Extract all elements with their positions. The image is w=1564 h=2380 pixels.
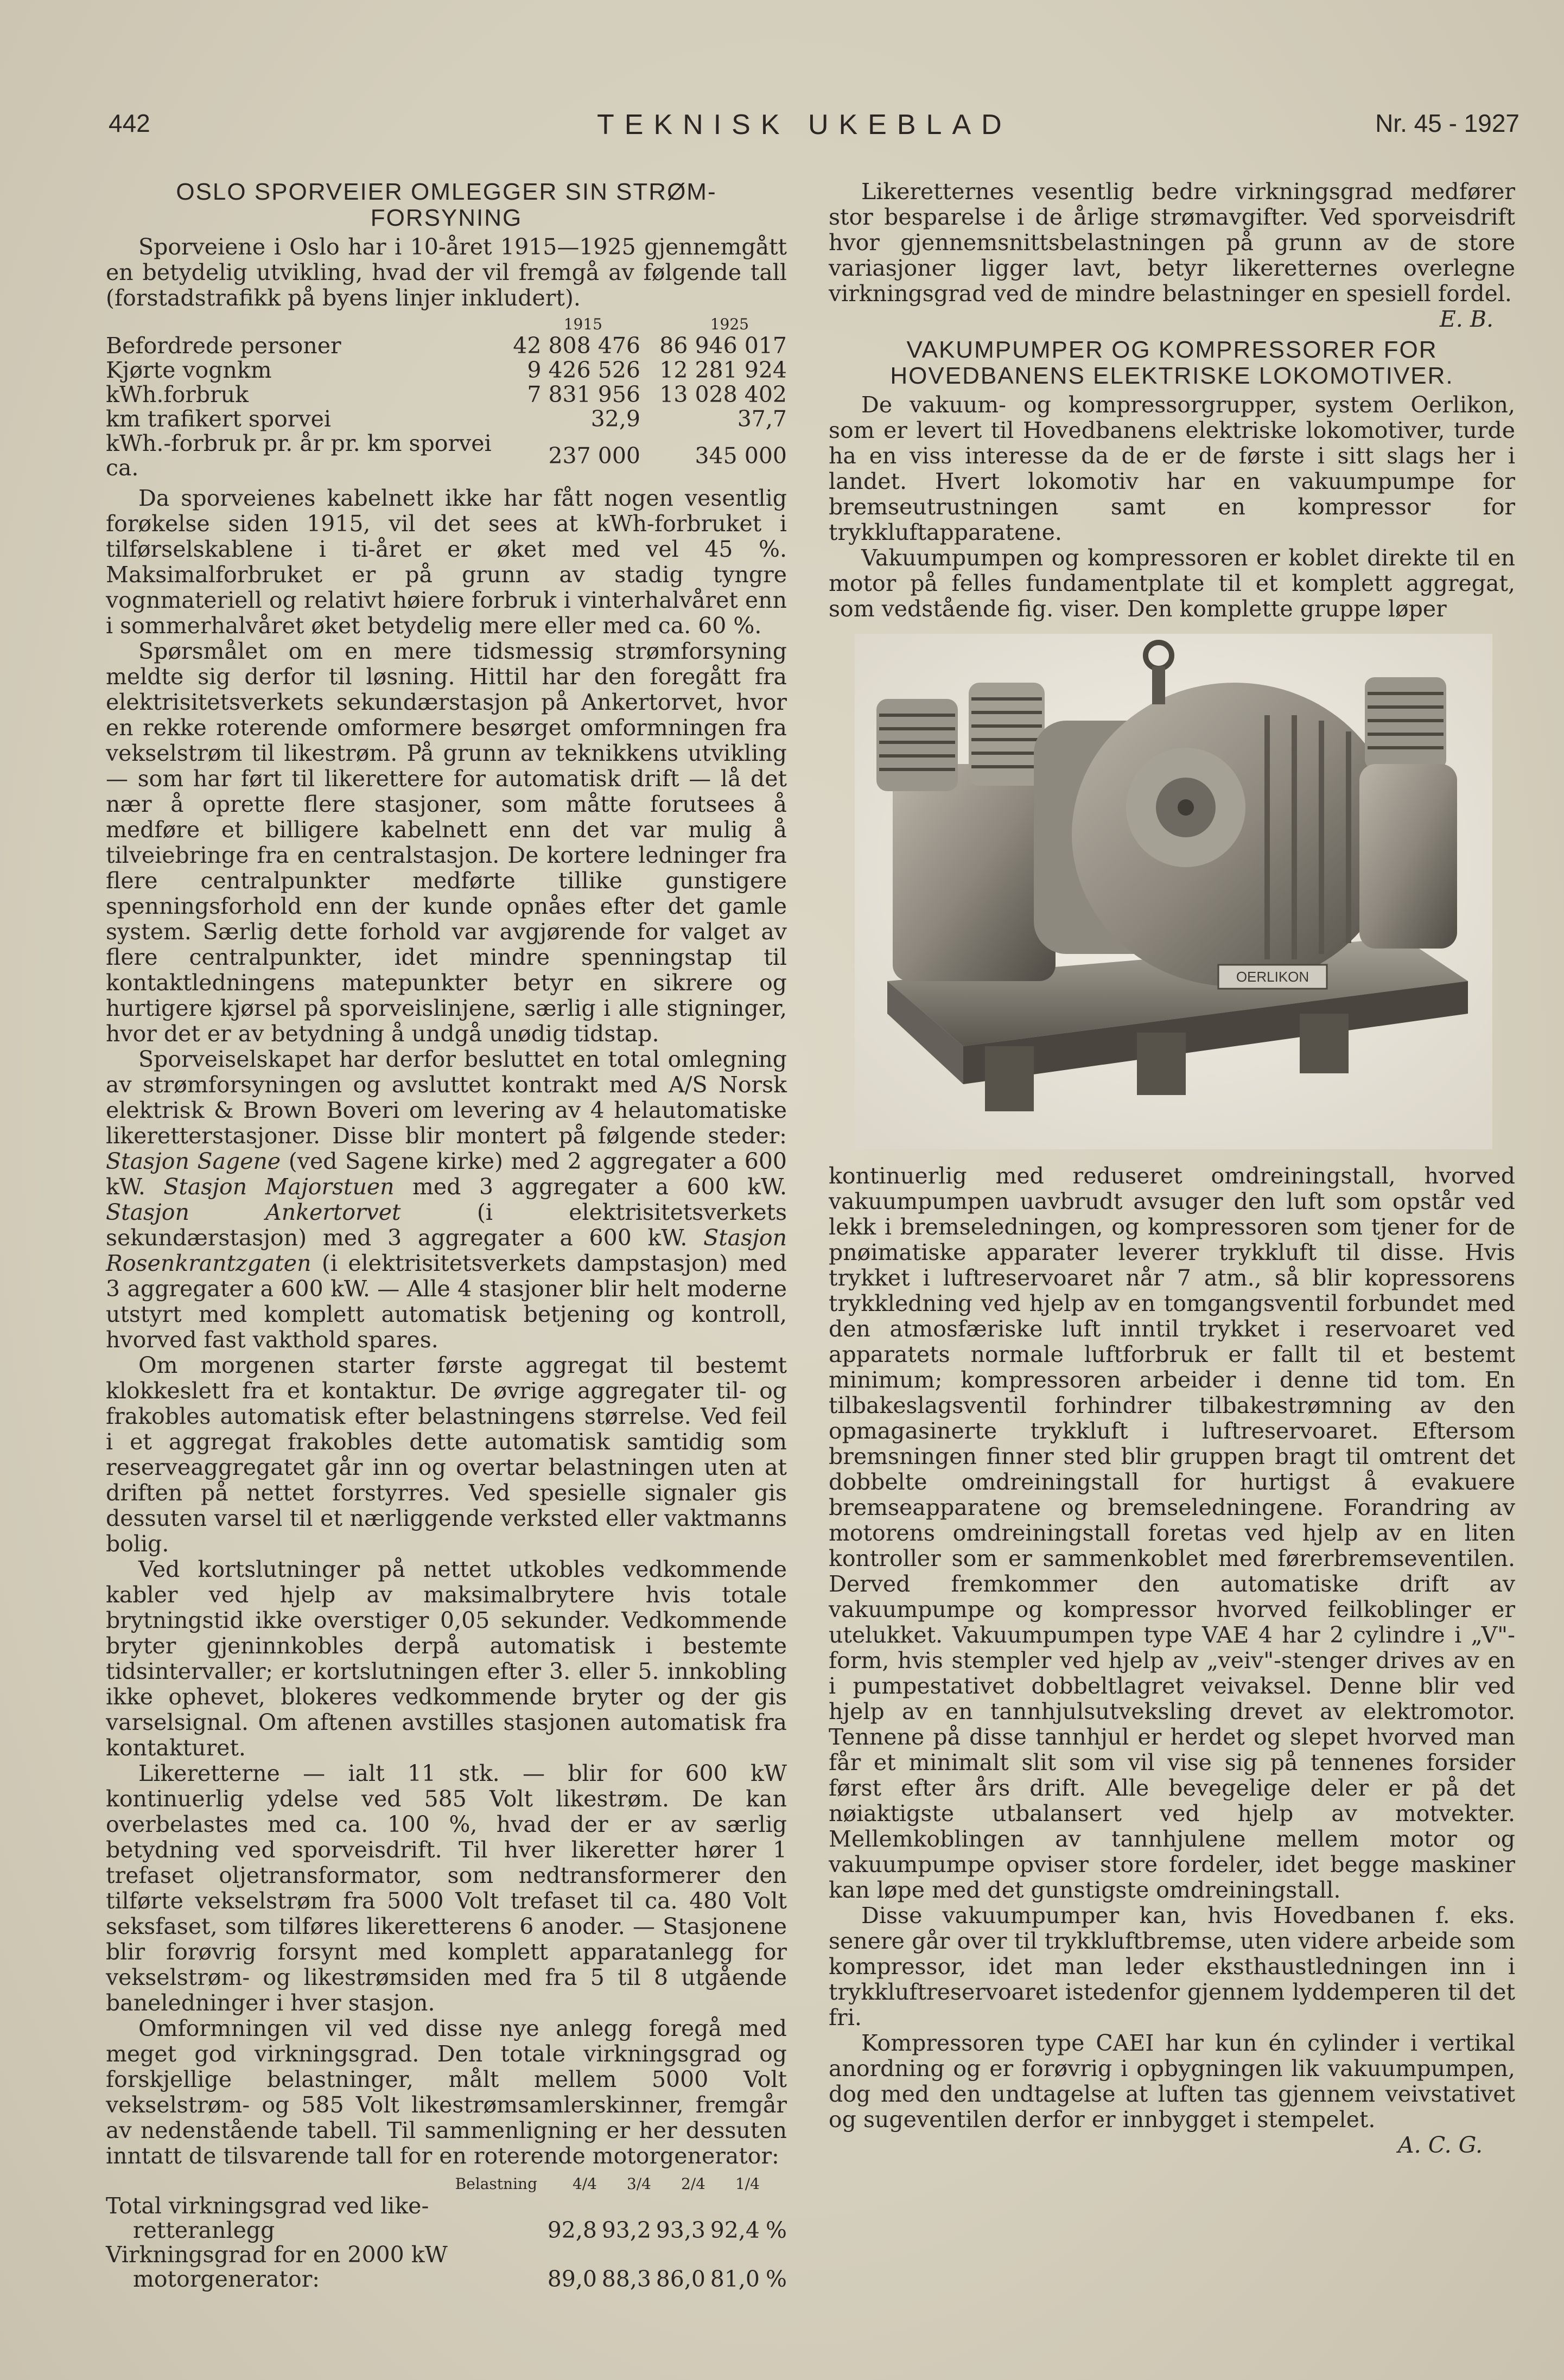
- efficiency-load: 4/4: [572, 2175, 597, 2193]
- article1-paragraph-4: Om morgenen starter første aggregat til bestemt klokkeslett fra et kontaktur. De øvrige aggregater til- og frakobles automatisk efter belastningens størrelse. Ved feil i et aggregat frakobles dette automatisk samtidig som reserveaggregatet går inn og overtar belastningen uten at driften på nettet forstyrres. Ved spesielle signaler gis dessuten varsel til et nærliggende verksted eller vaktmanns bolig.: [106, 1352, 787, 1557]
- article2-signature: A. C. G.: [1398, 2132, 1483, 2158]
- stats-row: [106, 358, 787, 383]
- station-rosenkrantzgaten-text: (i elektrisitetsverkets dampstasjon) med 3 aggregater a 600 kW. — Alle 4 stasjoner blir helt moderne utstyrt med komplett automatisk betjening og kontroll, hvorved fast vakthold spares.: [106, 1250, 787, 1353]
- efficiency-load-label: Belastning: [455, 2175, 537, 2193]
- efficiency-value: 81,0: [710, 2266, 760, 2292]
- efficiency-value: 88,3: [601, 2266, 651, 2292]
- traffic-stats-table: [106, 315, 787, 480]
- stats-row-label: kWh.-forbruk pr. år pr. km sporvei ca.: [106, 430, 492, 481]
- efficiency-value: 93,3: [656, 2217, 705, 2243]
- stats-row: [106, 334, 787, 358]
- station-sagene-text: (ved Sagene kirke) med 2 aggregater a 600 kW.: [106, 1148, 787, 1200]
- station-ankertorvet-text: (i elektrisitetsverkets sekundærstasjon) med 3 aggregater a 600 kW.: [106, 1199, 787, 1251]
- article1-title: OSLO SPORVEIER OMLEGGER SIN STRØM-FORSYNING: [176, 179, 717, 231]
- oerlikon-machine-photo: [855, 634, 1492, 1149]
- stats-value-1925: 345 000: [695, 442, 787, 469]
- photo-nameplate-label: OERLIKON: [1236, 969, 1309, 985]
- article2-paragraph-4: Disse vakuumpumper kan, hvis Hovedbanen f. eks. senere går over til trykkluftbremse, uten videre arbeide som kompressor, idet man leder eksthaustledningen inn i trykkluftreservoaret istedenfor gjennem lyddemperen til det fri.: [829, 1902, 1515, 2031]
- stats-row: [106, 407, 787, 431]
- stats-row-label: Kjørte vognkm: [106, 357, 272, 383]
- efficiency-row-label: Virkningsgrad for en 2000 kW: [106, 2242, 448, 2268]
- stats-row: [106, 431, 787, 480]
- article2-paragraph-3: kontinuerlig med reduseret omdreiningstall, hvorved vakuumpumpen uavbrudt avsuger den luft som opstår ved lekk i bremseledningen, og kompressoren som tjener for de pnøimatiske apparater leverer trykkluft til disse. Hvis trykket i luftreservoaret når 7 atm., så blir kopressorens trykkledning ved hjelp av en tomgangsventil forbundet med den atmosfæriske luft inntil trykket i reservoaret ved apparatets normale luftforbruk er fallt til et bestemt minimum; kompressoren arbeider i denne tid tom. En tilbakeslagsventil forhindrer tilbakestrømning av den opmagasinerte trykkluft i luftreservoaret. Eftersom bremsningen finner sted blir gruppen bragt til omtrent det dobbelte omdreiningstall for hurtigst å evakuere bremseapparatene og bremseledningene. Forandring av motorens omdreiningstall foretas ved hjelp av en liten kontroller som er sammenkoblet med førerbremseventilen. Derved fremkommer den automatiske drift av vakuumpumpe og kompressor hvorved feilkoblinger er utelukket. Vakuumpumpen type VAE 4 har 2 cylindre i „V"-form, hvis stempler ved hjelp av „veiv"-stenger drives av en i pumpestativet dobbeltlagret veivaksel. Denne blir ved hjelp av en tannhjulsutveksling drevet av elektromotor. Tennene på disse tannhjul er herdet og slepet hvorved man får et minimalt slit som vil vise sig på tennenes forsider først efter års drift. Alle bevegelige deler er på det nøiaktigste utbalansert ved hjelp av motvekter. Mellemkoblingen av tannhjulene mellem motor og vakuumpumpe opviser store fordeler, idet begge maskiner kan løpe med det gunstigste omdreiningstall.: [829, 1163, 1515, 1903]
- stats-value-1915: 32,9: [590, 406, 640, 432]
- station-majorstuen-name: Stasjon Majorstuen: [163, 1174, 395, 1200]
- article1-paragraph-6: Likeretterne — ialt 11 stk. — blir for 600 kW kontinuerlig ydelse ved 585 Volt likestrøm. De kan overbelastes med ca. 100 %, hvad der er av særlig betydning ved sporveisdrift. Til hver likeretter hører 1 trefaset oljetransformator, som nedtransformerer den tilførte vekselstrøm fra 5000 Volt trefaset til ca. 480 Volt seksfaset, som tilføres likeretterens 6 anoder. — Stasjonene blir forøvrig forsynt med komplett apparatanlegg for vekselstrøm- og likestrømsiden med fra 5 til 8 utgående baneledninger i hver stasjon.: [106, 1760, 787, 2016]
- stats-value-1925: 13 028 402: [659, 381, 787, 408]
- efficiency-row: [106, 2267, 787, 2292]
- article1-paragraph-7: Omformningen vil ved disse nye anlegg foregå med meget god virkningsgrad. Den totale virkningsgrad og forskjellige belastninger, målt mellem 5000 Volt vekselstrøm- og 585 Volt likestrømsamlerskinner, fremgår av nedenstående tabell. Til sammenligning er her dessuten inntatt de tilsvarende tall for en roterende motorgenerator:: [106, 2015, 787, 2169]
- stats-row-label: Befordrede personer: [106, 333, 341, 359]
- stats-row-label: kWh.forbruk: [106, 381, 249, 408]
- left-column: [106, 179, 787, 2292]
- efficiency-row-label-a: [106, 2243, 787, 2267]
- article1-paragraph-1: Da sporveienes kabelnett ikke har fått nogen vesentlig forøkelse siden 1915, vil det sees at kWh-forbruket i tilførselskablene i ti-året er øket med vel 45 %. Maksimalforbruket er på grunn av stadig tyngre vognmateriell og relativt høiere forbruk i vinterhalvåret enn i sommerhalvåret øket betydelig mere eller med ca. 60 %.: [106, 485, 787, 639]
- right-column: [829, 179, 1515, 2158]
- page-header: [109, 109, 1520, 147]
- stats-row: [106, 383, 787, 407]
- efficiency-value: 89,0: [547, 2266, 597, 2292]
- efficiency-unit: %: [766, 2266, 787, 2292]
- article1-paragraph-3: [106, 1047, 787, 1353]
- efficiency-header-row: [106, 2174, 787, 2194]
- journal-title: TEKNISK UKEBLAD: [597, 109, 1012, 141]
- page-number: 442: [109, 109, 150, 137]
- efficiency-row-label-a: [106, 2194, 787, 2218]
- article1-intro: Sporveiene i Oslo har i 10-året 1915—1925 gjennemgått en betydelig utvikling, hvad der vil fremgå av følgende tall (forstadstrafikk på byens linjer inkludert).: [106, 234, 787, 311]
- efficiency-load: 3/4: [626, 2175, 651, 2193]
- station-rosenkrantzgaten-name: Stasjon Rosenkrantzgaten: [106, 1225, 787, 1276]
- stats-year-1915: 1915: [563, 315, 602, 333]
- efficiency-row-label: motorgenerator:: [133, 2266, 320, 2292]
- efficiency-unit: %: [766, 2217, 787, 2243]
- efficiency-table: [106, 2174, 787, 2292]
- stats-value-1925: 37,7: [737, 406, 787, 432]
- issue-number: Nr. 45 - 1927: [1375, 109, 1520, 137]
- station-ankertorvet-name: Stasjon Ankertorvet: [106, 1199, 401, 1225]
- station-majorstuen-text: med 3 aggregater a 600 kW.: [412, 1174, 787, 1200]
- article2-title: VAKUMPUMPER OG KOMPRESSORER FOR HOVEDBANENS ELEKTRISKE LOKOMOTIVER.: [890, 336, 1454, 389]
- article2-paragraph-5: Kompressoren type CAEI har kun én cylinder i vertikal anordning og er forøvrig i opbygningen lik vakuumpumpen, dog med den undtagelse at luften tas gjennem veivstativet og sugeventilen derfor er innbygget i stempelet.: [829, 2030, 1515, 2133]
- stats-year-1925: 1925: [710, 315, 749, 333]
- article1-signature: E. B.: [1439, 306, 1493, 332]
- stations-intro: Sporveiselskapet har derfor besluttet en total omlegning av strømforsyningen og avsluttet kontrakt med A/S Norsk elektrisk & Brown Boveri om levering av 4 helautomatiske likeretterstasjoner. Disse blir montert på følgende steder:: [106, 1046, 787, 1149]
- stats-header-row: [106, 315, 787, 334]
- efficiency-row: [106, 2218, 787, 2243]
- stats-value-1925: 86 946 017: [659, 333, 787, 359]
- stats-row-label: km trafikert sporvei: [106, 406, 331, 432]
- article1-closing-paragraph: [829, 179, 1515, 332]
- efficiency-load: 1/4: [735, 2175, 760, 2193]
- stats-value-1915: 7 831 956: [527, 381, 640, 408]
- article1-closing-text: Likeretternes vesentlig bedre virkningsgrad medfører stor besparelse i de årlige strømavgifter. Ved sporveisdrift hvor gjennemsnittsbelastningen på grunn av de store variasjoner ligger lavt, betyr likeretternes overlegne virkningsgrad ved de mindre belastninger en spesiell fordel.: [829, 179, 1515, 307]
- efficiency-row-label: retteranlegg: [133, 2217, 275, 2243]
- article1-paragraph-5: Ved kortslutninger på nettet utkobles vedkommende kabler ved hjelp av maksimalbrytere hvis totale brytningstid ikke overstiger 0,05 sekunder. Vedkommende bryter gjeninnkobles derpå automatisk i bestemte tidsintervaller; er kortslutningen efter 3. eller 5. innkobling ikke ophevet, blokeres vedkommende bryter og der gis varselsignal. Om aftenen avstilles stasjonen automatisk fra kontakturet.: [106, 1556, 787, 1761]
- stats-value-1915: 9 426 526: [527, 357, 640, 383]
- station-sagene-name: Stasjon Sagene: [106, 1148, 281, 1174]
- efficiency-value: 92,8: [547, 2217, 597, 2243]
- stats-value-1915: 42 808 476: [513, 333, 640, 359]
- stats-value-1915: 237 000: [548, 442, 640, 469]
- efficiency-load: 2/4: [681, 2175, 705, 2193]
- stats-value-1925: 12 281 924: [659, 357, 787, 383]
- efficiency-value: 86,0: [656, 2266, 705, 2292]
- efficiency-row-label: Total virkningsgrad ved like-: [106, 2193, 429, 2219]
- efficiency-value: 92,4: [710, 2217, 760, 2243]
- article2-paragraph-2: Vakuumpumpen og kompressoren er koblet direkte til en motor på felles fundamentplate til et komplett aggregat, som vedstående fig. viser. Den komplette gruppe løper: [829, 545, 1515, 622]
- efficiency-value: 93,2: [601, 2217, 651, 2243]
- article2-paragraph-1: De vakuum- og kompressorgrupper, system Oerlikon, som er levert til Hovedbanens elektriske lokomotiver, turde ha en viss interesse da de er de første i sitt slags her i landet. Hvert lokomotiv har en vakuumpumpe for bremseutrustningen samt en kompressor for trykkluftapparatene.: [829, 392, 1515, 545]
- article1-paragraph-2: Spørsmålet om en mere tidsmessig strømforsyning meldte sig derfor til løsning. Hittil har den foregått fra elektrisitetsverkets sekundærstasjon på Ankertorvet, hvor en rekke roterende omformere besørget omformningen fra vekselstrøm til likestrøm. På grunn av teknikkens utvikling — som har ført til likerettere for automatisk drift — lå det nær å oprette flere stasjoner, som måtte forutsees å medføre et billigere kabelnett enn det var mulig å tilveiebringe fra en centralstasjon. De kortere ledninger fra flere centralpunkter medførte tillike gunstigere spenningsforhold enn der kunde opnåes efter det gamle system. Særlig dette forhold var avgjørende for valget av flere centralpunkter, idet mindre spenningstap til kontaktledningens matepunkter betyr en sikrere og hurtigere kjørsel på sporveislinjene, særlig i alle stigninger, hvor det er av betydning å undgå unødig tidstap.: [106, 638, 787, 1047]
